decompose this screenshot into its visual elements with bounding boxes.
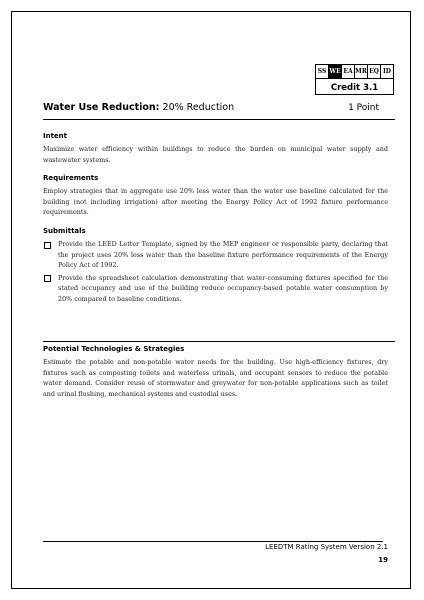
requirements-section (43, 174, 388, 218)
submittals-section (43, 227, 388, 307)
intent-heading: Intent (43, 132, 68, 140)
submittal-text: Provide the LEED Letter Template, signed by the MEP engineer or responsible party, declaring that the project uses 20% less water than the baseline fixture performance requirements of the Energy Policy Act of 1992. (58, 240, 388, 270)
points-label: 1 Point (348, 103, 379, 113)
section-divider (43, 341, 395, 342)
category-ss: SS (316, 65, 329, 78)
category-ea: EA (342, 65, 355, 78)
submittals-heading: Submittals (43, 227, 86, 235)
page-number: 19 (378, 556, 388, 564)
title-divider (43, 119, 395, 120)
category-row (316, 65, 393, 79)
page-title (43, 102, 234, 113)
intent-text: Maximize water efficiency within buildings to reduce the burden on municipal water supply and wastewater systems. (43, 145, 388, 164)
submittal-text: Provide the spreadsheet calculation demonstrating that water-consuming fixtures specified for the stated occupancy and use of the building reduce occupancy-based potable water consumption by 20% compared to baseline conditions. (58, 273, 388, 303)
title-row (43, 102, 383, 113)
credit-label: Credit 3.1 (330, 82, 379, 93)
submittal-item (43, 239, 388, 271)
title-bold: Water Use Reduction: (43, 102, 160, 113)
category-mr: MR (355, 65, 368, 78)
strategies-section (43, 345, 388, 399)
requirements-heading: Requirements (43, 174, 99, 182)
title-rest: 20% Reduction (159, 102, 235, 113)
intent-section (43, 132, 388, 165)
footer-text: LEEDTM Rating System Version 2.1 (265, 543, 388, 551)
strategies-text: Estimate the potable and non-potable water needs for the building. Use high-efficiency fixtures, dry fixtures such as composting toilets and waterless urinals, and occupant sensors to reduce the potable water demand. Consider reuse of stormwater and greywater for non-potable applications such as toilet and urinal flushing, mechanical systems and custodial uses. (43, 358, 388, 398)
category-we: WE (329, 65, 342, 78)
category-eq: EQ (368, 65, 381, 78)
checkbox-icon (44, 275, 51, 282)
category-id: ID (382, 68, 391, 75)
credit-box (315, 64, 394, 95)
footer-divider (43, 541, 383, 542)
checkbox-icon (44, 242, 51, 249)
submittal-item (43, 273, 388, 305)
requirements-text: Employ strategies that in aggregate use 20% less water than the water use baseline calculated for the building (not including irrigation) after meeting the Energy Policy Act of 1992 fixture performance requirements. (43, 187, 388, 217)
strategies-heading: Potential Technologies & Strategies (43, 345, 185, 353)
